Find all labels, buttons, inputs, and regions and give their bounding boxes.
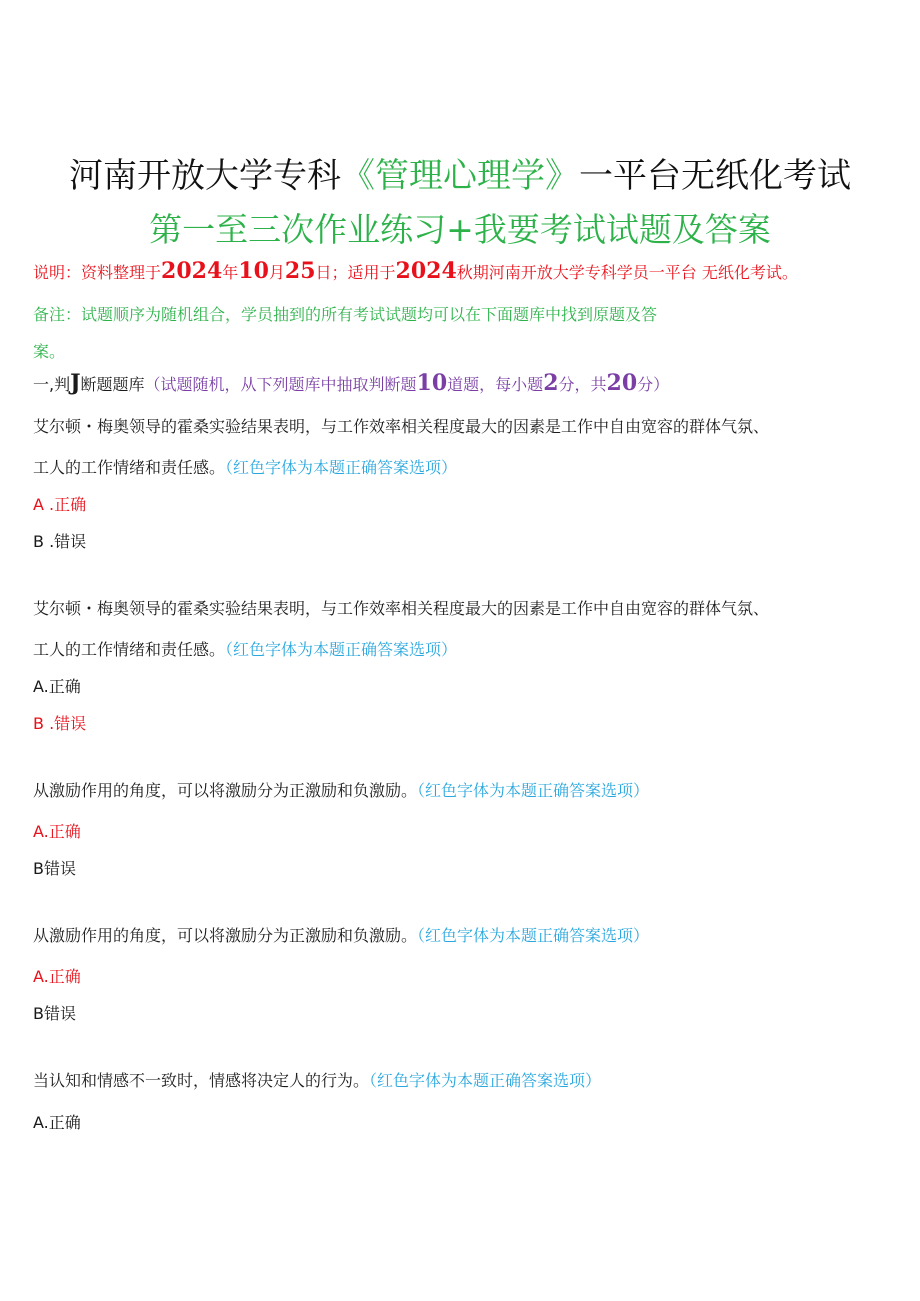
question-1-text: 工人的工作情绪和责任感。 — [33, 458, 226, 477]
document-subtitle: 第一至三次作业练习+我要考试试题及答案 — [149, 210, 771, 249]
title-suffix: 一平台无纸化考试 — [579, 156, 851, 196]
question-1-option-a: A .正确 — [33, 495, 87, 514]
question-4-text: 从激励作用的角度，可以将激励分为正激励和负激励。 — [33, 926, 418, 945]
note-year: 2024 — [161, 258, 223, 284]
title-course: 《管理心理学》 — [341, 156, 579, 196]
note-year2: 2024 — [395, 258, 457, 284]
note-line — [33, 258, 798, 284]
section-big-j: J — [70, 370, 81, 396]
remark-line-1: 备注：试题顺序为随机组合，学员抽到的所有考试试题均可以在下面题库中找到原题及答 — [33, 305, 658, 324]
note-t3: 日；适用于 — [315, 263, 396, 282]
answer-hint: （红色字体为本题正确答案选项） — [417, 926, 650, 945]
question-4-option-a: A.正确 — [33, 967, 81, 986]
question-2-option-b: B .错误 — [33, 714, 87, 733]
section-desc-2: 道题，每小题 — [447, 375, 544, 394]
section-score: 2 — [543, 370, 559, 396]
question-2-option-a: A.正确 — [33, 677, 81, 696]
note-label: 说明：资料整理于 — [33, 263, 162, 282]
question-1-line-2 — [33, 455, 457, 478]
answer-hint: （红色字体为本题正确答案选项） — [369, 1071, 602, 1090]
question-2-line-1: 艾尔顿・梅奥领导的霍桑实验结果表明，与工作效率相关程度最大的因素是工作中自由宽容的群体气氛、 — [33, 599, 770, 618]
answer-hint: （红色字体为本题正确答案选项） — [225, 458, 458, 477]
section-desc-3: 分，共 — [558, 375, 607, 394]
question-2-line-2 — [33, 637, 457, 660]
document-title — [0, 148, 920, 197]
note-t1: 年 — [222, 263, 239, 282]
section-count: 10 — [416, 370, 448, 396]
title-prefix: 河南开放大学专科 — [69, 156, 341, 196]
question-3-option-b: B错误 — [33, 859, 76, 878]
question-3-option-a: A.正确 — [33, 822, 81, 841]
question-5-text: 当认知和情感不一致时，情感将决定人的行为。 — [33, 1071, 370, 1090]
remark-line-2: 案。 — [33, 342, 66, 361]
note-t2: 月 — [268, 263, 285, 282]
question-2-text: 工人的工作情绪和责任感。 — [33, 640, 226, 659]
question-3-text: 从激励作用的角度，可以将激励分为正激励和负激励。 — [33, 781, 418, 800]
note-month: 10 — [238, 258, 269, 284]
answer-hint: （红色字体为本题正确答案选项） — [417, 781, 650, 800]
section-suffix: 断题题库 — [80, 375, 145, 394]
section-prefix: 一,判 — [33, 375, 71, 394]
section-desc-4: 分） — [637, 375, 670, 394]
section-total: 20 — [606, 370, 638, 396]
section-heading — [33, 370, 669, 396]
question-1-option-b: B .错误 — [33, 532, 87, 551]
question-4-option-b: B错误 — [33, 1004, 76, 1023]
answer-hint: （红色字体为本题正确答案选项） — [225, 640, 458, 659]
note-t4: 秋期河南开放大学专科学员一平台 无纸化考试。 — [456, 263, 798, 282]
question-1-line-1: 艾尔顿・梅奥领导的霍桑实验结果表明，与工作效率相关程度最大的因素是工作中自由宽容的群体气氛、 — [33, 417, 770, 436]
note-day: 25 — [284, 258, 316, 284]
question-4-line-1 — [33, 923, 649, 946]
question-3-line-1 — [33, 778, 649, 801]
question-5-line-1 — [33, 1068, 601, 1091]
question-5-option-a: A.正确 — [33, 1113, 81, 1132]
section-desc-1: （试题随机，从下列题库中抽取判断题 — [144, 375, 417, 394]
